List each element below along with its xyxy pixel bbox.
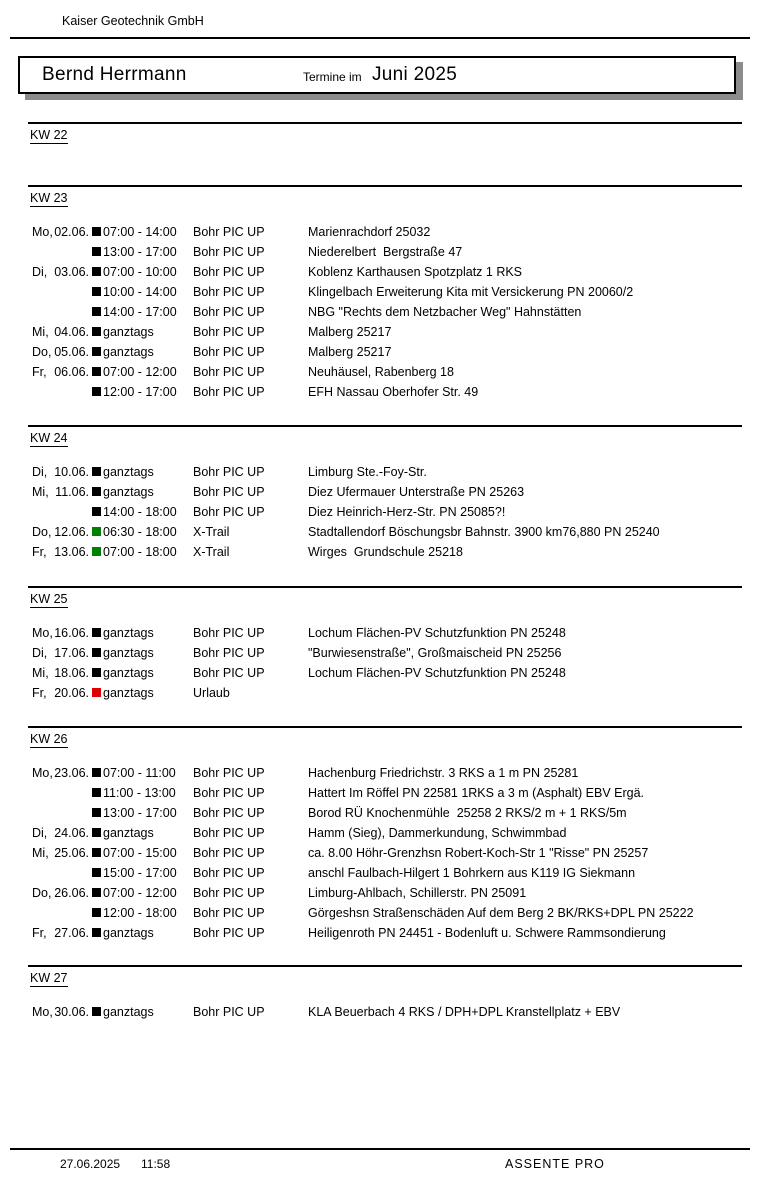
day-abbrev: Di, [32, 646, 48, 660]
appointment-description: Niederelbert Bergstraße 47 [308, 245, 463, 259]
appointment-description: Wirges Grundschule 25218 [308, 545, 463, 559]
status-marker-icon [92, 788, 101, 797]
appointment-description: Diez Ufermauer Unterstraße PN 25263 [308, 485, 525, 499]
status-marker-icon [92, 828, 101, 837]
appointment-description: anschl Faulbach-Hilgert 1 Bohrkern aus K119 IG Siekmann [308, 866, 636, 880]
day-abbrev: Fr, [32, 686, 47, 700]
section-divider [28, 726, 742, 728]
time-range: ganztags [103, 485, 154, 499]
footer-date: 27.06.2025 [60, 1157, 121, 1171]
day-date: 23.06. [54, 766, 89, 780]
resource-label: Bohr PIC UP [193, 786, 265, 800]
time-range: 14:00 - 17:00 [103, 305, 177, 319]
day-cell [32, 262, 89, 282]
appointment-description: Limburg Ste.-Foy-Str. [308, 465, 427, 479]
appointment-description: Diez Heinrich-Herz-Str. PN 25085?! [308, 505, 506, 519]
appointment-row [28, 262, 742, 282]
appointment-row [28, 302, 742, 322]
appointment-description: Hattert Im Röffel PN 22581 1RKS a 3 m (Asphalt) EBV Ergä. [308, 786, 645, 800]
appointment-description: Borod RÜ Knochenmühle 25258 2 RKS/2 m + 1 RKS/5m [308, 806, 627, 820]
day-date: 20.06. [54, 686, 89, 700]
day-date: 16.06. [54, 626, 89, 640]
appointment-description: Stadtallendorf Böschungsbr Bahnstr. 3900 km76,880 PN 25240 [308, 525, 660, 539]
resource-label: Urlaub [193, 686, 230, 700]
day-date: 06.06. [54, 365, 89, 379]
status-marker-icon [92, 227, 101, 236]
day-cell [32, 823, 89, 843]
time-range: 12:00 - 18:00 [103, 906, 177, 920]
appointment-description: Klingelbach Erweiterung Kita mit Versickerung PN 20060/2 [308, 285, 634, 299]
appointment-row [28, 803, 742, 823]
status-marker-icon [92, 467, 101, 476]
day-abbrev: Mo, [32, 766, 53, 780]
appointment-row [28, 923, 742, 943]
day-cell [32, 362, 89, 382]
day-date: 27.06. [54, 926, 89, 940]
status-marker-icon [92, 267, 101, 276]
status-marker-icon [92, 888, 101, 897]
time-range: 12:00 - 17:00 [103, 385, 177, 399]
appointment-description: Koblenz Karthausen Spotzplatz 1 RKS [308, 265, 523, 279]
day-date: 10.06. [54, 465, 89, 479]
day-abbrev: Mi, [32, 325, 49, 339]
status-marker-icon [92, 487, 101, 496]
appointment-row [28, 242, 742, 262]
day-abbrev: Do, [32, 345, 52, 359]
time-range: 07:00 - 18:00 [103, 545, 177, 559]
section-divider [28, 586, 742, 588]
section-rows [28, 763, 742, 943]
status-marker-icon [92, 1007, 101, 1016]
appointment-row [28, 222, 742, 242]
resource-label: Bohr PIC UP [193, 485, 265, 499]
section-kw-27 [28, 965, 742, 1019]
day-abbrev: Mo, [32, 1005, 53, 1019]
appointment-row [28, 542, 742, 562]
appointment-row [28, 502, 742, 522]
appointment-description: Hachenburg Friedrichstr. 3 RKS a 1 m PN 25281 [308, 766, 579, 780]
time-range: 07:00 - 10:00 [103, 265, 177, 279]
day-abbrev: Do, [32, 886, 52, 900]
status-marker-icon [92, 247, 101, 256]
day-date: 03.06. [54, 265, 89, 279]
resource-label: Bohr PIC UP [193, 365, 265, 379]
status-marker-icon [92, 628, 101, 637]
kw-label: KW 27 [30, 970, 68, 985]
day-abbrev: Mi, [32, 846, 49, 860]
header-divider [10, 37, 750, 39]
appointment-description: Lochum Flächen-PV Schutzfunktion PN 25248 [308, 666, 566, 680]
day-cell [32, 462, 89, 482]
resource-label: Bohr PIC UP [193, 505, 265, 519]
appointment-row [28, 362, 742, 382]
appointment-row [28, 763, 742, 783]
time-range: ganztags [103, 926, 154, 940]
day-cell [32, 522, 89, 542]
time-range: ganztags [103, 686, 154, 700]
termine-label: Termine im [303, 70, 362, 84]
resource-label: Bohr PIC UP [193, 926, 265, 940]
day-abbrev: Di, [32, 465, 48, 479]
day-abbrev: Do, [32, 525, 52, 539]
day-date: 26.06. [54, 886, 89, 900]
resource-label: X-Trail [193, 545, 230, 559]
resource-label: Bohr PIC UP [193, 886, 265, 900]
day-date: 24.06. [54, 826, 89, 840]
day-cell [32, 883, 89, 903]
day-date: 13.06. [54, 545, 89, 559]
day-date: 05.06. [54, 345, 89, 359]
status-marker-icon [92, 668, 101, 677]
day-abbrev: Mi, [32, 666, 49, 680]
resource-label: Bohr PIC UP [193, 826, 265, 840]
title-box [18, 56, 736, 94]
status-marker-icon [92, 768, 101, 777]
appointment-row [28, 322, 742, 342]
footer-brand: ASSENTE PRO [505, 1157, 605, 1171]
time-range: 07:00 - 12:00 [103, 365, 177, 379]
section-divider [28, 425, 742, 427]
time-range: ganztags [103, 666, 154, 680]
resource-label: Bohr PIC UP [193, 866, 265, 880]
section-kw-24 [28, 425, 742, 559]
status-marker-icon [92, 327, 101, 336]
day-abbrev: Fr, [32, 926, 47, 940]
day-cell [32, 482, 89, 502]
appointment-row [28, 1002, 742, 1022]
day-date: 17.06. [54, 646, 89, 660]
day-cell [32, 623, 89, 643]
time-range: 07:00 - 12:00 [103, 886, 177, 900]
status-marker-icon [92, 848, 101, 857]
resource-label: Bohr PIC UP [193, 385, 265, 399]
appointment-row [28, 843, 742, 863]
time-range: 07:00 - 14:00 [103, 225, 177, 239]
day-cell [32, 663, 89, 683]
appointment-row [28, 863, 742, 883]
kw-label: KW 23 [30, 190, 68, 205]
appointment-row [28, 482, 742, 502]
status-marker-icon [92, 367, 101, 376]
day-cell [32, 643, 89, 663]
day-cell [32, 342, 89, 362]
day-cell [32, 222, 89, 242]
company-name: Kaiser Geotechnik GmbH [62, 14, 204, 28]
appointment-description: Malberg 25217 [308, 325, 392, 339]
appointment-row [28, 683, 742, 703]
section-divider [28, 185, 742, 187]
resource-label: Bohr PIC UP [193, 345, 265, 359]
time-range: ganztags [103, 345, 154, 359]
footer-divider [10, 1148, 750, 1150]
resource-label: Bohr PIC UP [193, 285, 265, 299]
time-range: 07:00 - 15:00 [103, 846, 177, 860]
section-divider [28, 122, 742, 124]
resource-label: Bohr PIC UP [193, 265, 265, 279]
appointment-description: Marienrachdorf 25032 [308, 225, 431, 239]
appointment-description: EFH Nassau Oberhofer Str. 49 [308, 385, 479, 399]
appointment-description: ca. 8.00 Höhr-Grenzhsn Robert-Koch-Str 1 "Risse" PN 25257 [308, 846, 649, 860]
day-abbrev: Mo, [32, 225, 53, 239]
resource-label: Bohr PIC UP [193, 325, 265, 339]
time-range: ganztags [103, 646, 154, 660]
section-kw-26 [28, 726, 742, 940]
appointment-description: Görgeshsn Straßenschäden Auf dem Berg 2 BK/RKS+DPL PN 25222 [308, 906, 694, 920]
section-kw-22 [28, 122, 742, 144]
status-marker-icon [92, 347, 101, 356]
footer-time: 11:58 [141, 1157, 171, 1171]
resource-label: Bohr PIC UP [193, 766, 265, 780]
appointment-row [28, 623, 742, 643]
day-cell [32, 542, 89, 562]
day-cell [32, 843, 89, 863]
appointment-description: Limburg-Ahlbach, Schillerstr. PN 25091 [308, 886, 527, 900]
day-date: 25.06. [54, 846, 89, 860]
resource-label: Bohr PIC UP [193, 225, 265, 239]
time-range: 13:00 - 17:00 [103, 806, 177, 820]
section-kw-23 [28, 185, 742, 399]
kw-label: KW 25 [30, 591, 68, 606]
day-cell [32, 763, 89, 783]
status-marker-icon [92, 547, 101, 556]
day-date: 04.06. [54, 325, 89, 339]
time-range: 14:00 - 18:00 [103, 505, 177, 519]
resource-label: Bohr PIC UP [193, 1005, 265, 1019]
time-range: 07:00 - 11:00 [103, 766, 176, 780]
status-marker-icon [92, 928, 101, 937]
person-name: Bernd Herrmann [42, 64, 187, 85]
time-range: 10:00 - 14:00 [103, 285, 177, 299]
appointment-row [28, 823, 742, 843]
status-marker-icon [92, 307, 101, 316]
time-range: ganztags [103, 1005, 154, 1019]
section-rows [28, 623, 742, 703]
appointment-row [28, 342, 742, 362]
day-abbrev: Fr, [32, 365, 47, 379]
appointment-description: "Burwiesenstraße", Großmaischeid PN 25256 [308, 646, 562, 660]
resource-label: Bohr PIC UP [193, 245, 265, 259]
day-date: 02.06. [54, 225, 89, 239]
appointment-description: NBG "Rechts dem Netzbacher Weg" Hahnstätten [308, 305, 582, 319]
time-range: 15:00 - 17:00 [103, 866, 177, 880]
section-rows [28, 1002, 742, 1022]
appointment-row [28, 462, 742, 482]
appointment-description: KLA Beuerbach 4 RKS / DPH+DPL Kranstellplatz + EBV [308, 1005, 621, 1019]
day-abbrev: Di, [32, 265, 48, 279]
appointment-description: Malberg 25217 [308, 345, 392, 359]
kw-label: KW 22 [30, 127, 68, 142]
day-cell [32, 923, 89, 943]
month-title: Juni 2025 [372, 64, 458, 85]
section-rows [28, 462, 742, 562]
appointment-row [28, 522, 742, 542]
status-marker-icon [92, 648, 101, 657]
appointment-description: Hamm (Sieg), Dammerkundung, Schwimmbad [308, 826, 567, 840]
resource-label: Bohr PIC UP [193, 806, 265, 820]
resource-label: X-Trail [193, 525, 230, 539]
section-rows [28, 222, 742, 402]
status-marker-icon [92, 527, 101, 536]
day-date: 12.06. [54, 525, 89, 539]
appointment-row [28, 903, 742, 923]
status-marker-icon [92, 387, 101, 396]
status-marker-icon [92, 688, 101, 697]
resource-label: Bohr PIC UP [193, 666, 265, 680]
kw-label: KW 24 [30, 430, 68, 445]
appointment-row [28, 282, 742, 302]
resource-label: Bohr PIC UP [193, 646, 265, 660]
day-cell [32, 683, 89, 703]
resource-label: Bohr PIC UP [193, 906, 265, 920]
kw-label: KW 26 [30, 731, 68, 746]
time-range: ganztags [103, 626, 154, 640]
time-range: ganztags [103, 325, 154, 339]
time-range: ganztags [103, 465, 154, 479]
day-abbrev: Fr, [32, 545, 47, 559]
resource-label: Bohr PIC UP [193, 465, 265, 479]
appointment-description: Heiligenroth PN 24451 - Bodenluft u. Schwere Rammsondierung [308, 926, 666, 940]
time-range: ganztags [103, 826, 154, 840]
section-divider [28, 965, 742, 967]
appointment-row [28, 382, 742, 402]
time-range: 11:00 - 13:00 [103, 786, 176, 800]
day-cell [32, 1002, 89, 1022]
day-date: 11.06. [55, 485, 89, 499]
resource-label: Bohr PIC UP [193, 846, 265, 860]
day-abbrev: Di, [32, 826, 48, 840]
time-range: 06:30 - 18:00 [103, 525, 177, 539]
status-marker-icon [92, 507, 101, 516]
status-marker-icon [92, 908, 101, 917]
appointment-row [28, 643, 742, 663]
day-cell [32, 322, 89, 342]
day-abbrev: Mo, [32, 626, 53, 640]
section-kw-25 [28, 586, 742, 700]
appointment-row [28, 663, 742, 683]
day-date: 18.06. [54, 666, 89, 680]
resource-label: Bohr PIC UP [193, 305, 265, 319]
status-marker-icon [92, 868, 101, 877]
day-date: 30.06. [54, 1005, 89, 1019]
time-range: 13:00 - 17:00 [103, 245, 177, 259]
status-marker-icon [92, 808, 101, 817]
resource-label: Bohr PIC UP [193, 626, 265, 640]
appointment-row [28, 783, 742, 803]
appointment-description: Lochum Flächen-PV Schutzfunktion PN 25248 [308, 626, 566, 640]
day-abbrev: Mi, [32, 485, 49, 499]
status-marker-icon [92, 287, 101, 296]
appointment-row [28, 883, 742, 903]
appointment-description: Neuhäusel, Rabenberg 18 [308, 365, 454, 379]
